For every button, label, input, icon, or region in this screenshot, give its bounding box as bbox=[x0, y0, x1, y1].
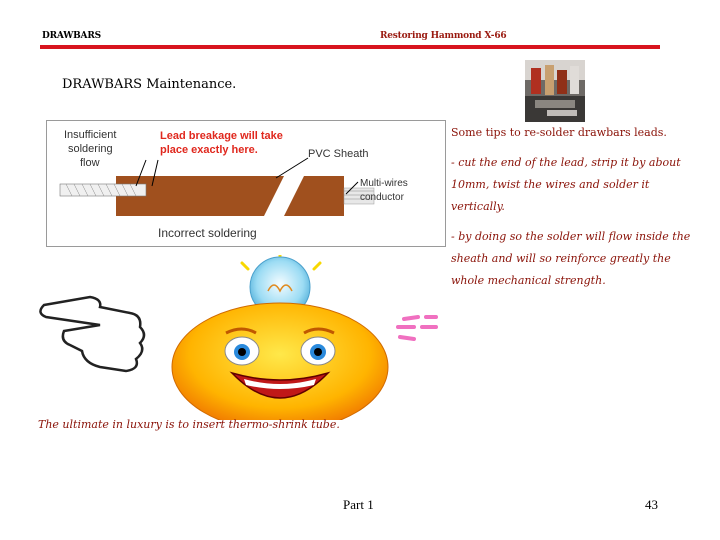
label-insufficient-3: flow bbox=[80, 157, 100, 169]
label-breakage-1: Lead breakage will take bbox=[160, 130, 283, 142]
label-insufficient-2: soldering bbox=[68, 143, 113, 155]
label-insufficient-1: Insufficient bbox=[64, 129, 117, 141]
soldering-diagram bbox=[46, 120, 446, 247]
label-multiwires-2: conductor bbox=[360, 192, 404, 203]
label-pvc-sheath: PVC Sheath bbox=[308, 148, 369, 160]
header-rule bbox=[40, 45, 660, 49]
section-title: DRAWBARS Maintenance. bbox=[62, 77, 237, 92]
idea-smiley-illustration bbox=[30, 255, 450, 420]
ultimate-note: The ultimate in luxury is to insert thermo-shrink tube. bbox=[38, 418, 340, 431]
tips-block bbox=[451, 122, 691, 300]
label-multiwires-1: Multi-wires bbox=[360, 178, 408, 189]
tip-2: - by doing so the solder will flow inside the sheath and will so reinforce greatly the whole mechanical strength. bbox=[451, 230, 691, 287]
header-left: DRAWBARS bbox=[42, 31, 101, 41]
drawbars-photo bbox=[525, 60, 585, 122]
label-incorrect-soldering: Incorrect soldering bbox=[158, 226, 257, 240]
pvc-sheath-shape bbox=[116, 176, 344, 216]
tip-1: - cut the end of the lead, strip it by about 10mm, twist the wires and solder it vertically. bbox=[451, 156, 681, 213]
footer-part: Part 1 bbox=[343, 497, 374, 512]
page-number: 43 bbox=[645, 497, 658, 512]
header-right: Restoring Hammond X-66 bbox=[380, 31, 507, 41]
label-breakage-2: place exactly here. bbox=[160, 144, 258, 156]
tips-intro: Some tips to re-solder drawbars leads. bbox=[451, 126, 667, 139]
